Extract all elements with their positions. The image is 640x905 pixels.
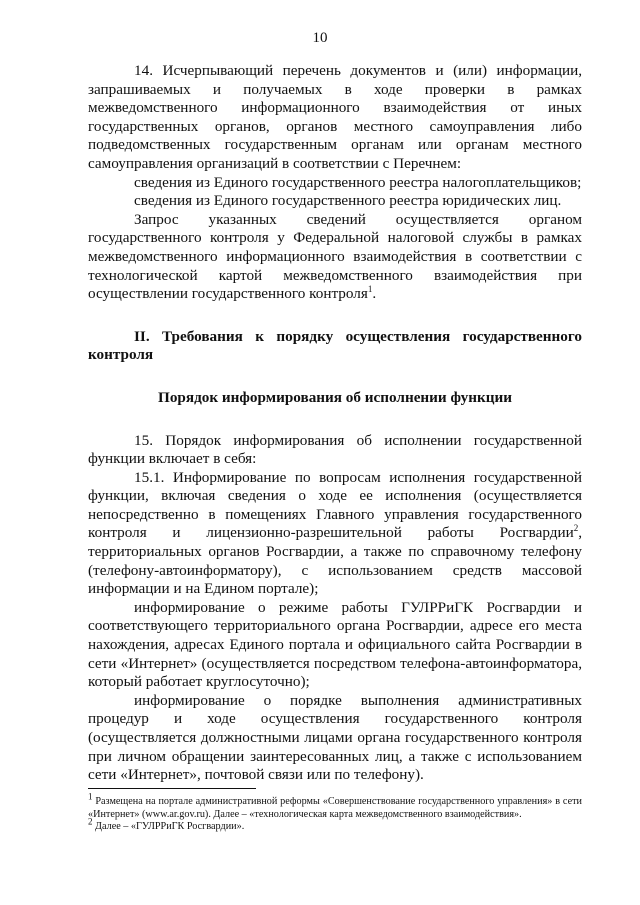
paragraph-15: 15. Порядок информирования об исполнении государственной функции включает в себя:: [88, 431, 582, 468]
paragraph-14: 14. Исчерпывающий перечень документов и (или) информации, запрашиваемых и получаемых в ходе проверки в рамках межведомственного информационного взаимодействия от иных государственных органов, органов местного самоуправления либо подведомственных государственным органам или органам местного самоуправления организаций в соответствии с Перечнем:: [88, 62, 582, 172]
footnote-ref-1: 1: [367, 284, 373, 295]
paragraph-14-request: Запрос указанных сведений осуществляется органом государственного контроля у Федеральной налоговой службы в рамках межведомственного информационного взаимодействия в соответствии с технологической картой межведомственного взаимодействия при осуществлении государственного контроля$^1$.: [88, 210, 582, 303]
footnote-divider: [88, 788, 256, 789]
footnotes: [88, 791, 582, 834]
document-body: [88, 62, 582, 785]
subsection-heading: Порядок информирования об исполнении функции: [158, 388, 512, 406]
paragraph-15-1: 15.1. Информирование по вопросам исполнения государственной функции, включая сведения о ходе ее исполнения (осуществляется непосредственно в помещениях Главного управления государственного контроля и лицензионно-разрешительной работы Росгвардии$^2$, территориальных органов Росгвардии, а также по справочному телефону (телефону-автоинформатору), с использованием средств массовой информации и на Едином портале);: [88, 468, 582, 598]
footnote-2: $^2$ Далее – «ГУЛРРиГК Росгвардии».: [88, 816, 245, 833]
footnote-ref-2: 2: [573, 523, 579, 534]
paragraph-14-item-1: сведения из Единого государственного реестра налогоплательщиков;: [134, 173, 582, 191]
paragraph-15-1-procedures: информирование о порядке выполнения административных процедур и ходе осуществления государственного контроля (осуществляется должностными лицами органа государственного контроля при личном обращении заинтересованных лиц, а также с использованием сети «Интернет», почтовой связи или по телефону).: [88, 691, 582, 784]
paragraph-14-item-2: сведения из Единого государственного реестра юридических лиц.: [134, 192, 562, 210]
paragraph-15-1-schedule: информирование о режиме работы ГУЛРРиГК Росгвардии и соответствующего территориального органа Росгвардии, адресе его места нахождения, адресах Единого портала и официального сайта Росгвардии в сети «Интернет» (осуществляется посредством телефона-автоинформатора, который работает круглосуточно);: [88, 598, 582, 691]
page-number: 10: [312, 30, 328, 46]
section-heading: II. Требования к порядку осуществления государственного контроля: [88, 327, 582, 364]
footnote-1: $^1$ Размещена на портале административной реформы «Совершенствование государственного управления» в сети «Интернет» (www.ar.gov.ru). Далее – «технологическая карта межведомственного взаимодействия».: [88, 791, 582, 820]
